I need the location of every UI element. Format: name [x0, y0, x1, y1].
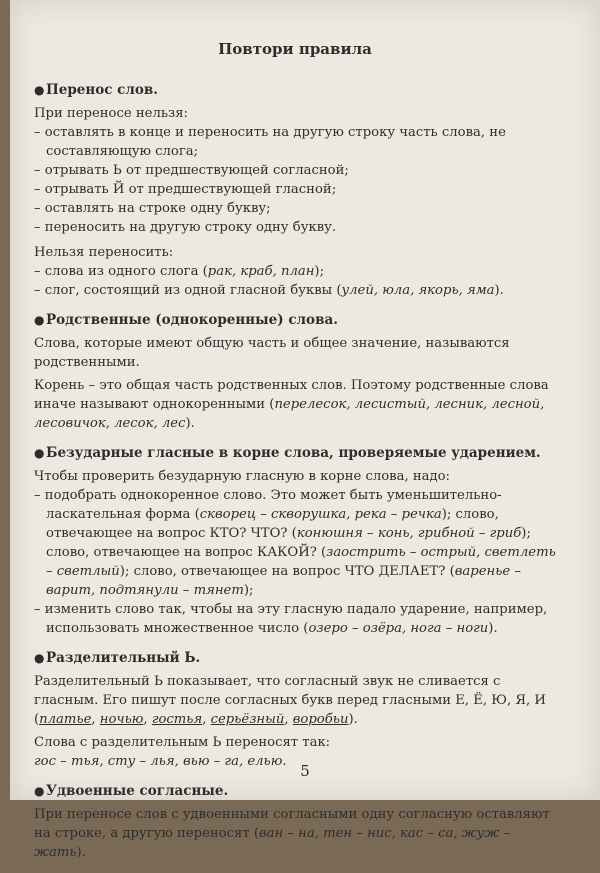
bullet-icon: ●	[34, 313, 45, 327]
section-word-hyphenation	[34, 81, 556, 300]
book-page	[10, 0, 600, 860]
example-word: серьёзный	[210, 712, 285, 727]
example-text: ван – на, тен – нис, кас – са, жуж – жать	[34, 826, 511, 860]
page-content	[34, 40, 556, 873]
bullet-icon: ●	[34, 651, 45, 665]
paragraph: Слова, которые имеют общую часть и общее значение, называются родственными.	[34, 336, 510, 370]
section-double-consonants	[34, 782, 556, 862]
section-heading	[34, 444, 556, 463]
heading-text: Удвоенные согласные.	[46, 783, 229, 799]
rule-block	[34, 243, 556, 300]
paragraph: При переносе слов с удвоенными согласными одну согласную оставляют на строке, а другую переносят (ван – на, тен – нис, кас – са, жуж – жать).	[34, 807, 550, 860]
page-number: 5	[300, 762, 310, 780]
bullet-icon: ●	[34, 784, 45, 798]
rule-intro: При переносе нельзя:	[34, 106, 188, 121]
section-heading	[34, 782, 556, 801]
page-title: Повтори правила	[218, 40, 372, 58]
heading-text: Разделительный Ь.	[46, 650, 201, 666]
rule-item: – оставлять в конце и переносить на другую строку часть слова, не составляющую слога;	[34, 125, 506, 159]
bullet-icon: ●	[34, 83, 45, 97]
rule-item: – отрывать Й от предшествующей гласной;	[34, 182, 337, 197]
rule-item: – слова из одного слога (рак, краб, план);	[34, 264, 325, 279]
example-word: ночью	[99, 712, 144, 727]
rule-block	[34, 104, 556, 237]
heading-text: Перенос слов.	[46, 82, 158, 98]
section-heading	[34, 81, 556, 100]
section-heading	[34, 311, 556, 330]
section-heading	[34, 649, 556, 668]
paragraph: Слова с разделительным Ь переносят так:	[34, 735, 331, 750]
bullet-icon: ●	[34, 446, 45, 460]
rule-intro: Нельзя переносить:	[34, 245, 174, 260]
example-text: гос – тья, сту – лья, вью – га, елью.	[34, 754, 287, 769]
heading-text: Безударные гласные в корне слова, проверяемые ударением.	[46, 445, 541, 461]
section-soft-sign	[34, 649, 556, 771]
rule-item: – слог, состоящий из одной гласной буквы (улей, юла, якорь, яма).	[34, 283, 504, 298]
paragraph: Разделительный Ь показывает, что согласный звук не сливается с гласным. Его пишут после согласных букв перед гласными Е, Ё, Ю, Я, И (платье, ночью, гостья, серьёзный, воробьи).	[34, 674, 546, 727]
rule-item: – оставлять на строке одну букву;	[34, 201, 271, 216]
rule-item: – отрывать Ь от предшествующей согласной;	[34, 163, 349, 178]
example-text: рак, краб, план	[207, 264, 315, 279]
section-unstressed-vowels	[34, 444, 556, 638]
section-related-words	[34, 311, 556, 433]
paragraph: Корень – это общая часть родственных слов. Поэтому родственные слова иначе называют однокоренными (перелесок, лесистый, лесник, лесной, лесовичок, лесок, лес).	[34, 378, 549, 431]
rule-item: – подобрать однокоренное слово. Это может быть уменьшительно-ласкательная форма (скворец – скворушка, река – речка); слово, отвечающее на вопрос КТО? ЧТО? (конюшня – конь, грибной – гриб); слово, отвечающее на вопрос КАКОЙ? (заострить – острый, светлеть – светлый); слово, отвечающее на вопрос ЧТО ДЕЛАЕТ? (варенье – варит, подтянули – тянет);	[34, 488, 556, 598]
example-text: улей, юла, якорь, яма	[341, 283, 495, 298]
rule-intro: Чтобы проверить безударную гласную в корне слова, надо:	[34, 469, 451, 484]
heading-text: Родственные (однокоренные) слова.	[46, 312, 338, 328]
example-word: платье	[39, 712, 92, 727]
example-word: гостья	[151, 712, 203, 727]
rule-item: – переносить на другую строку одну букву.	[34, 220, 337, 235]
example-word: воробьи	[292, 712, 349, 727]
rule-item: – изменить слово так, чтобы на эту гласную падало ударение, например, использовать множественное число (озеро – озёра, нога – ноги).	[34, 602, 548, 636]
example-text: перелесок, лесистый, лесник, лесной, лесовичок, лесок, лес	[34, 397, 545, 431]
